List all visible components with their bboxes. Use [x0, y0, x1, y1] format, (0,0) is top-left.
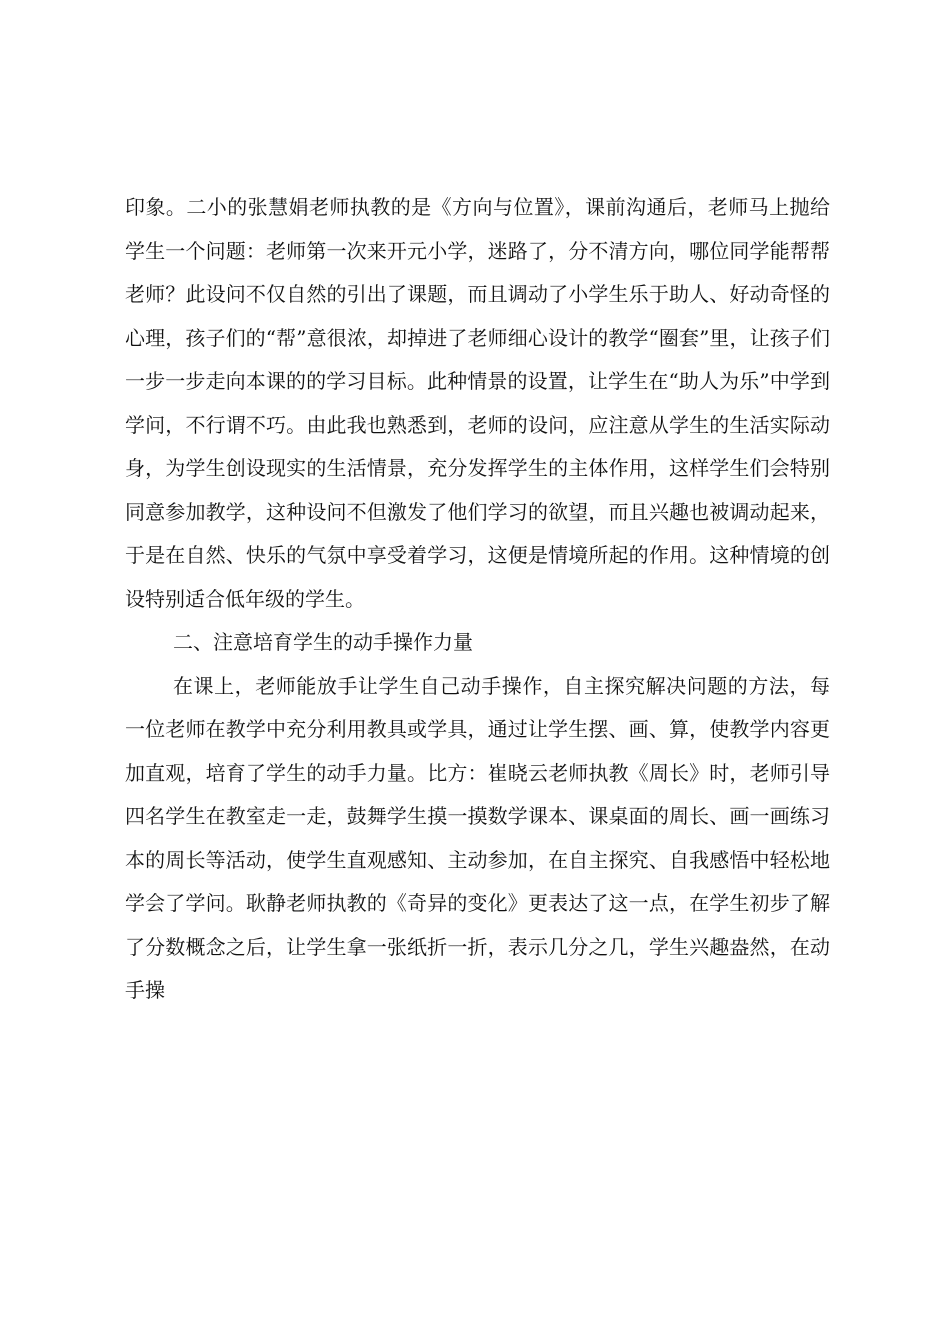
paragraph-situation-design: 印象。二小的张慧娟老师执教的是《方向与位置》，课前沟通后，老师马上抛给学生一个问题：老师第一次来开元小学，迷路了，分不清方向，哪位同学能帮帮老师？此设问不仅自然的引出了课题，而且调动了小学生乐于助人、好动奇怪的心理，孩子们的“帮”意很浓，却掉进了老师细心设计的教学“圈套”里，让孩子们一步一步走向本课的的学习目标。此种情景的设置，让学生在“助人为乐”中学到学问，不行谓不巧。由此我也熟悉到，老师的设问，应注意从学生的生活实际动身，为学生创设现实的生活情景，充分发挥学生的主体作用，这样学生们会特别同意参加教学，这种设问不但激发了他们学习的欲望，而且兴趣也被调动起来，于是在自然、快乐的气氛中享受着学习，这便是情境所起的作用。这种情境的创设特别适合低年级的学生。 — [125, 195, 830, 611]
document-body — [125, 186, 830, 1013]
paragraph-hands-on-operation: 在课上，老师能放手让学生自己动手操作，自主探究解决问题的方法，每一位老师在教学中充分利用教具或学具，通过让学生摆、画、算，使教学内容更加直观，培育了学生的动手力量。比方：崔晓云老师执教《周长》时，老师引导四名学生在教室走一走，鼓舞学生摸一摸数学课本、课桌面的周长、画一画练习本的周长等活动，使学生直观感知、主动参加，在自主探究、自我感悟中轻松地学会了学问。耿静老师执教的《奇异的变化》更表达了这一点，在学生初步了解了分数概念之后，让学生拿一张纸折一折，表示几分之几，学生兴趣盎然，在动手操 — [125, 673, 830, 1002]
section-heading-hands-on: 二、注意培育学生的动手操作力量 — [173, 630, 473, 654]
